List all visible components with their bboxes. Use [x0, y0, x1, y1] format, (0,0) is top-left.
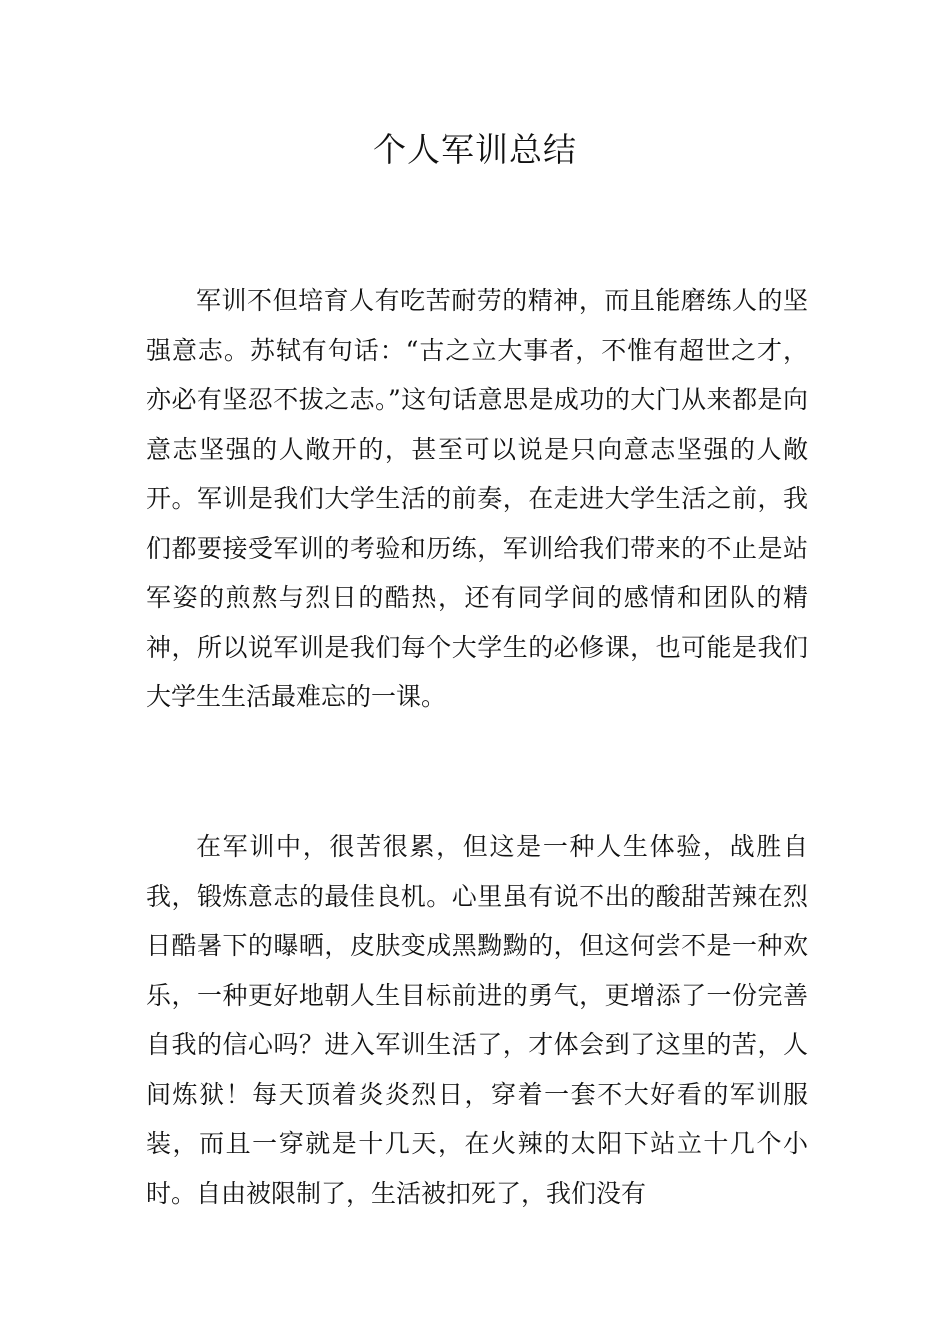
document-title: 个人军训总结 [373, 130, 577, 169]
paragraph-2: 在军训中，很苦很累，但这是一种人生体验，战胜自我，锻炼意志的最佳良机。心里虽有说不出的酸甜苦辣在烈日酷暑下的曝晒，皮肤变成黑黝黝的，但这何尝不是一种欢乐，一种更好地朝人生目标前进的勇气，更增添了一份完善自我的信心吗？进入军训生活了，才体会到了这里的苦，人间炼狱！每天顶着炎炎烈日，穿着一套不大好看的军训服装，而且一穿就是十几天，在火辣的太阳下站立十几个小时。自由被限制了，生活被扣死了，我们没有 [146, 832, 808, 1208]
paragraph-1: 军训不但培育人有吃苦耐劳的精神，而且能磨练人的坚强意志。苏轼有句话：“古之立大事者，不惟有超世之才，亦必有坚忍不拔之志。”这句话意思是成功的大门从来都是向意志坚强的人敞开的，甚至可以说是只向意志坚强的人敞开。军训是我们大学生活的前奏，在走进大学生活之前，我们都要接受军训的考验和历练，军训给我们带来的不止是站军姿的煎熬与烈日的酷热，还有同学间的感情和团队的精神，所以说军训是我们每个大学生的必修课，也可能是我们大学生生活最难忘的一课。 [146, 286, 808, 711]
